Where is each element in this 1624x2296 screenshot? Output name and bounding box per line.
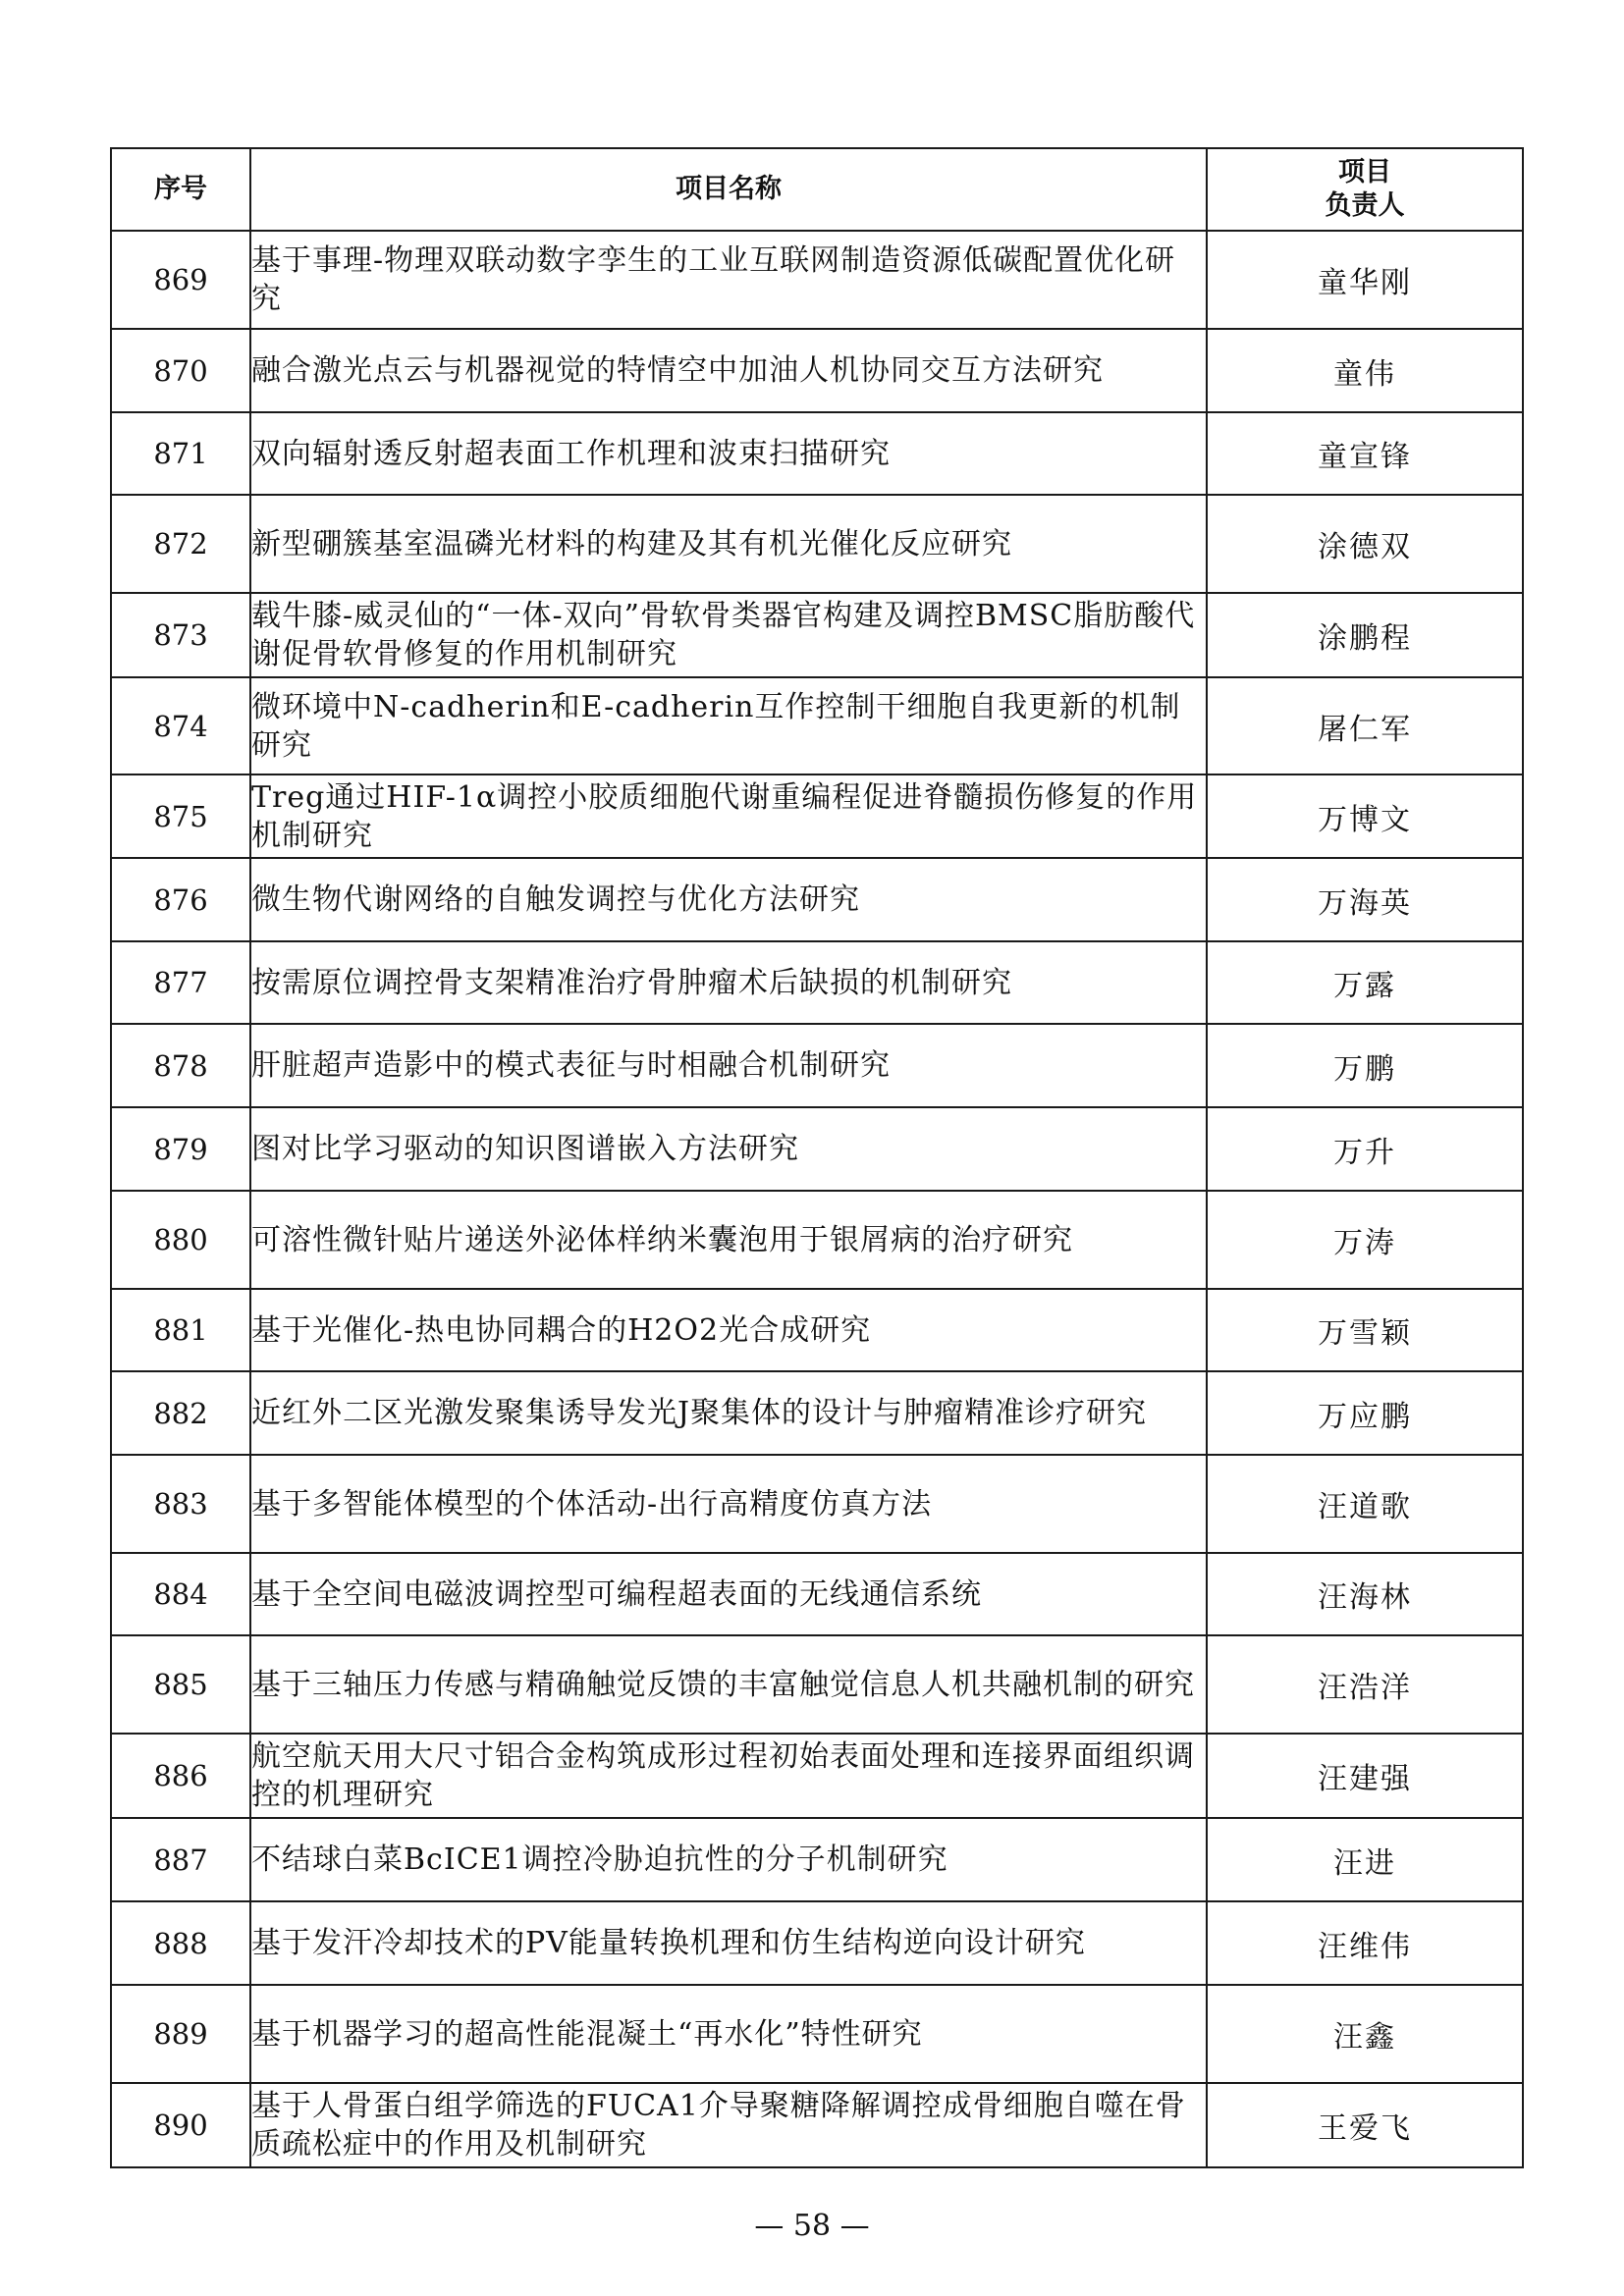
table-row xyxy=(111,858,1523,941)
table-row xyxy=(111,1985,1523,2083)
table-row xyxy=(111,1553,1523,1635)
table-row xyxy=(111,1734,1523,1818)
row-serial-number: 887 xyxy=(111,1818,250,1901)
header-project-name: 项目名称 xyxy=(250,148,1207,231)
table-row xyxy=(111,495,1523,593)
table-row xyxy=(111,1371,1523,1455)
row-serial-number: 882 xyxy=(111,1371,250,1455)
row-project-lead: 万涛 xyxy=(1207,1191,1523,1289)
table-row xyxy=(111,329,1523,412)
table-row xyxy=(111,941,1523,1024)
table-row xyxy=(111,1455,1523,1553)
row-project-name: 微环境中N-cadherin和E-cadherin互作控制干细胞自我更新的机制研究 xyxy=(250,677,1207,774)
row-project-lead: 王爱飞 xyxy=(1207,2083,1523,2167)
row-project-name: Treg通过HIF-1α调控小胶质细胞代谢重编程促进脊髓损伤修复的作用机制研究 xyxy=(250,774,1207,858)
header-project-lead xyxy=(1207,148,1523,231)
row-serial-number: 874 xyxy=(111,677,250,774)
row-project-name: 基于发汗冷却技术的PV能量转换机理和仿生结构逆向设计研究 xyxy=(250,1901,1207,1985)
project-table xyxy=(110,147,1524,2168)
row-project-lead: 涂德双 xyxy=(1207,495,1523,593)
row-serial-number: 870 xyxy=(111,329,250,412)
table-row xyxy=(111,593,1523,677)
row-project-lead: 万鹏 xyxy=(1207,1024,1523,1107)
row-serial-number: 877 xyxy=(111,941,250,1024)
table-row xyxy=(111,412,1523,495)
table-header-row xyxy=(111,148,1523,231)
row-project-lead: 万雪颖 xyxy=(1207,1289,1523,1371)
table-row xyxy=(111,1635,1523,1734)
row-project-lead: 汪鑫 xyxy=(1207,1985,1523,2083)
row-project-name: 按需原位调控骨支架精准治疗骨肿瘤术后缺损的机制研究 xyxy=(250,941,1207,1024)
row-project-lead: 万应鹏 xyxy=(1207,1371,1523,1455)
row-project-lead: 屠仁军 xyxy=(1207,677,1523,774)
row-serial-number: 886 xyxy=(111,1734,250,1818)
row-project-lead: 万露 xyxy=(1207,941,1523,1024)
row-serial-number: 875 xyxy=(111,774,250,858)
row-project-name: 图对比学习驱动的知识图谱嵌入方法研究 xyxy=(250,1107,1207,1191)
page-number: — 58 — xyxy=(754,2209,870,2243)
table-row xyxy=(111,231,1523,329)
header-project-lead-line1: 项目 xyxy=(1338,157,1391,188)
table-row xyxy=(111,2083,1523,2167)
row-project-name: 肝脏超声造影中的模式表征与时相融合机制研究 xyxy=(250,1024,1207,1107)
table-row xyxy=(111,1107,1523,1191)
row-serial-number: 890 xyxy=(111,2083,250,2167)
row-project-lead: 童宣锋 xyxy=(1207,412,1523,495)
row-project-name: 可溶性微针贴片递送外泌体样纳米囊泡用于银屑病的治疗研究 xyxy=(250,1191,1207,1289)
row-project-name: 航空航天用大尺寸铝合金构筑成形过程初始表面处理和连接界面组织调控的机理研究 xyxy=(250,1734,1207,1818)
row-project-name: 双向辐射透反射超表面工作机理和波束扫描研究 xyxy=(250,412,1207,495)
row-project-name: 载牛膝-威灵仙的“一体-双向”骨软骨类器官构建及调控BMSC脂肪酸代谢促骨软骨修复的作用机制研究 xyxy=(250,593,1207,677)
row-project-name: 不结球白菜BcICE1调控冷胁迫抗性的分子机制研究 xyxy=(250,1818,1207,1901)
row-project-name: 基于事理-物理双联动数字孪生的工业互联网制造资源低碳配置优化研究 xyxy=(250,231,1207,329)
row-serial-number: 873 xyxy=(111,593,250,677)
table-row xyxy=(111,1191,1523,1289)
row-project-lead: 汪进 xyxy=(1207,1818,1523,1901)
row-project-lead: 涂鹏程 xyxy=(1207,593,1523,677)
row-project-lead: 汪建强 xyxy=(1207,1734,1523,1818)
row-serial-number: 889 xyxy=(111,1985,250,2083)
table-row xyxy=(111,1289,1523,1371)
row-project-lead: 汪维伟 xyxy=(1207,1901,1523,1985)
row-project-name: 基于人骨蛋白组学筛选的FUCA1介导聚糖降解调控成骨细胞自噬在骨质疏松症中的作用及机制研究 xyxy=(250,2083,1207,2167)
row-project-lead: 汪海林 xyxy=(1207,1553,1523,1635)
row-serial-number: 888 xyxy=(111,1901,250,1985)
row-project-name: 微生物代谢网络的自触发调控与优化方法研究 xyxy=(250,858,1207,941)
row-project-name: 基于三轴压力传感与精确触觉反馈的丰富触觉信息人机共融机制的研究 xyxy=(250,1635,1207,1734)
row-serial-number: 883 xyxy=(111,1455,250,1553)
header-project-lead-line2: 负责人 xyxy=(1325,190,1405,221)
row-project-lead: 童伟 xyxy=(1207,329,1523,412)
row-project-name: 新型硼簇基室温磷光材料的构建及其有机光催化反应研究 xyxy=(250,495,1207,593)
row-project-lead: 万升 xyxy=(1207,1107,1523,1191)
row-serial-number: 885 xyxy=(111,1635,250,1734)
row-project-lead: 汪浩洋 xyxy=(1207,1635,1523,1734)
row-serial-number: 884 xyxy=(111,1553,250,1635)
row-project-name: 基于全空间电磁波调控型可编程超表面的无线通信系统 xyxy=(250,1553,1207,1635)
row-project-name: 基于机器学习的超高性能混凝土“再水化”特性研究 xyxy=(250,1985,1207,2083)
row-project-name: 近红外二区光激发聚集诱导发光J聚集体的设计与肿瘤精准诊疗研究 xyxy=(250,1371,1207,1455)
row-project-lead: 万博文 xyxy=(1207,774,1523,858)
row-serial-number: 871 xyxy=(111,412,250,495)
row-serial-number: 881 xyxy=(111,1289,250,1371)
row-project-lead: 童华刚 xyxy=(1207,231,1523,329)
row-project-name: 基于多智能体模型的个体活动-出行高精度仿真方法 xyxy=(250,1455,1207,1553)
row-serial-number: 876 xyxy=(111,858,250,941)
table-row xyxy=(111,1818,1523,1901)
row-serial-number: 879 xyxy=(111,1107,250,1191)
row-project-name: 基于光催化-热电协同耦合的H2O2光合成研究 xyxy=(250,1289,1207,1371)
header-serial-number: 序号 xyxy=(111,148,250,231)
table-row xyxy=(111,1901,1523,1985)
row-serial-number: 880 xyxy=(111,1191,250,1289)
row-serial-number: 869 xyxy=(111,231,250,329)
table-row xyxy=(111,677,1523,774)
row-project-name: 融合激光点云与机器视觉的特情空中加油人机协同交互方法研究 xyxy=(250,329,1207,412)
table-row xyxy=(111,774,1523,858)
row-serial-number: 872 xyxy=(111,495,250,593)
row-project-lead: 汪道歌 xyxy=(1207,1455,1523,1553)
row-serial-number: 878 xyxy=(111,1024,250,1107)
table-row xyxy=(111,1024,1523,1107)
row-project-lead: 万海英 xyxy=(1207,858,1523,941)
